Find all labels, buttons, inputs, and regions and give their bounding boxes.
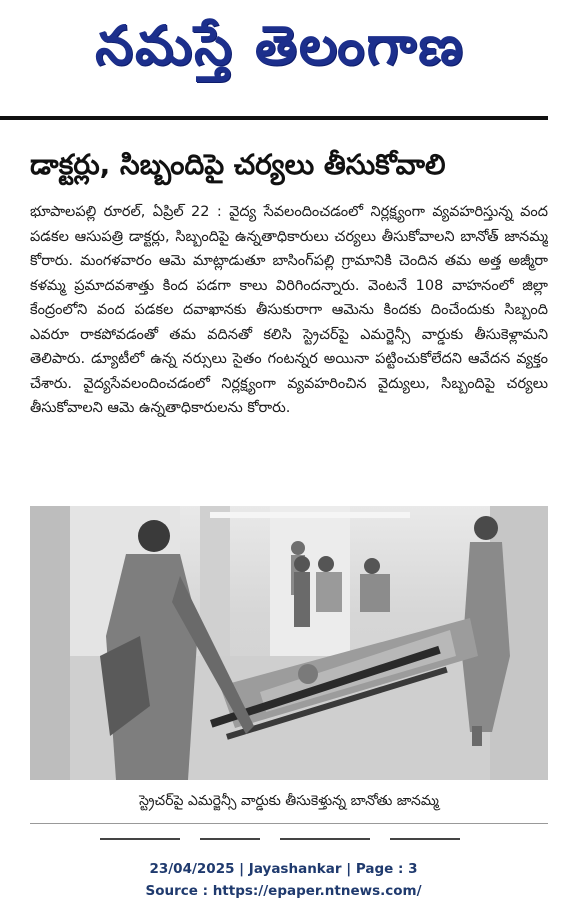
hospital-corridor-image bbox=[30, 506, 548, 780]
footer-date-edition: 23/04/2025 | Jayashankar | Page : 3 bbox=[149, 861, 418, 877]
partial-text-strip bbox=[30, 835, 548, 840]
masthead-divider bbox=[0, 116, 548, 120]
caption-divider bbox=[30, 823, 548, 824]
epaper-footer bbox=[0, 858, 567, 908]
cut-off-next-headline bbox=[30, 830, 548, 840]
photo-caption: స్ట్రెచర్‌పై ఎమర్జెన్సీ వార్డుకు తీసుకెళ్తున్న బానోతు జానమ్మ bbox=[139, 793, 439, 809]
article-photo bbox=[30, 506, 548, 780]
article-headline: డాక్టర్లు, సిబ్బందిపై చర్యలు తీసుకోవాలి bbox=[30, 148, 446, 181]
newspaper-logo: నమస్తే తెలంగాణ bbox=[95, 13, 465, 77]
footer-source: Source : https://epaper.ntnews.com/ bbox=[145, 883, 422, 899]
article-body: భూపాలపల్లి రూరల్, ఏప్రిల్ 22 : వైద్య సేవలందించడంలో నిర్లక్ష్యంగా వ్యవహరిస్తున్న వంద పడకల ఆసుపత్రి డాక్టర్లు, సిబ్బందిపై ఉన్నతాధికారులు చర్యలు తీసుకోవాలని బానోత్ జానమ్మ కోరారు. మంగళవారం ఆమె మాట్లాడుతూ బాసింగ్‌పల్లి గ్రామానికి చెందిన తమ అత్త అజ్మీరా కళమ్మ ప్రమాదవశాత్తు కింద పడగా కాలు విరిగిందన్నారు. వెంటనే 108 వాహనంలో జిల్లా కేంద్రంలోని వంద పడకల దవాఖానకు తీసుకురాగా ఆమెను కిందకు దించేందుకు సిబ్బంది ఎవరూ రాకపోవడంతో తమ వదినతో కలిసి స్ట్రెచర్‌పై ఎమర్జెన్సీ వార్డుకు తీసుకెళ్లామని తెలిపారు. డ్యూటీలో ఉన్న నర్సులు సైతం గంటన్నర అయినా పట్టించుకోలేదని ఆవేదన వ్యక్తం చేశారు. వైద్యసేవలందించడంలో నిర్లక్ష్యంగా వ్యవహరించిన వైద్యులు, సిబ్బందిపై చర్యలు తీసుకోవాలని ఆమె ఉన్నతాధికారులను కోరారు. bbox=[30, 204, 548, 416]
masthead bbox=[0, 0, 567, 118]
